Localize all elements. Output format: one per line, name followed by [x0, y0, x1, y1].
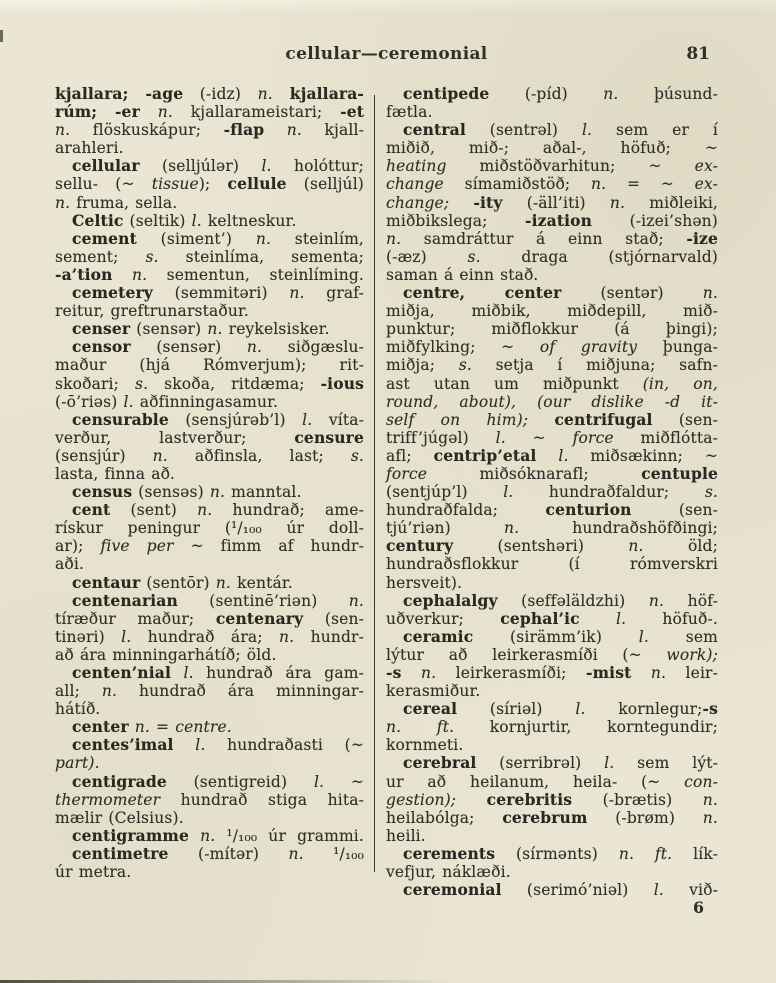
text-line: lýtur að leirkerasmíði (~ work);	[386, 645, 718, 664]
text-line: centimetre (-mítər) n. ¹/₁₀₀	[72, 843, 365, 863]
text-line: heilabólga; cerebrum (-brøm) n.	[386, 807, 718, 827]
text-line: ur að heilanum, heila- (~ con-	[386, 772, 718, 791]
text-line: central (sentrəl) l. sem er í	[403, 120, 718, 140]
text-line: ceramic (sirämm’ik) l. sem	[403, 626, 718, 646]
text-line: n. samdráttur á einn stað; -ize	[386, 228, 718, 248]
text-line: sellu- (~ tissue); cellule (selljúl)	[55, 174, 364, 194]
text-line: heating miðstöðvarhitun; ~ ex-	[386, 157, 718, 176]
text-line: verður, lastverður; censure	[55, 427, 364, 447]
column-left	[55, 85, 364, 917]
text-line: miðja; s. setja í miðjuna; safn-	[386, 356, 718, 375]
text-line: mælir (Celsius).	[55, 808, 184, 827]
text-line: centaur (sentōr) n. kentár.	[72, 572, 293, 592]
text-line: triff’júgəl) l. ~ force miðflótta-	[386, 428, 719, 447]
text-line: change símamiðstöð; n. = ~ ex-	[386, 175, 718, 194]
text-line: að ára minningarhátíð; öld.	[55, 645, 277, 664]
text-line: aði.	[55, 555, 85, 574]
scan-edge-mark	[0, 30, 3, 42]
text-block	[55, 85, 718, 917]
text-line: censor (sensər) n. siðgæslu-	[72, 337, 364, 357]
text-line: miðbikslega; -ization (-izei’shən)	[386, 210, 718, 230]
text-line: gestion); cerebritis (-brætis) n.	[386, 789, 718, 809]
text-line: vefjur, náklæði.	[386, 863, 511, 882]
text-line: lasta, finna að.	[55, 464, 175, 483]
text-line: saman á einn stað.	[386, 265, 539, 284]
text-line: hátíð.	[55, 700, 101, 719]
text-line: (sensjúr) n. aðfinsla, last; s.	[55, 446, 364, 465]
text-line: -s n. leirkerasmíði; -mist n. leir-	[386, 663, 719, 682]
text-line: censer (sensər) n. reykelsisker.	[72, 319, 330, 339]
text-line: n. fruma, sella.	[55, 193, 178, 212]
text-line: tíræður maður; centenary (sen-	[55, 608, 364, 628]
text-line: center n. = centre.	[72, 717, 232, 737]
text-line: round, about), (our dislike -d it-	[386, 392, 718, 411]
text-line: cephalalgy (seffəläldzhi) n. höf-	[403, 590, 718, 610]
text-line: n. ft. kornjurtir, korntegundir;	[386, 718, 718, 737]
text-line: centenarian (sentinē’riən) n.	[72, 590, 364, 610]
text-line: fætla.	[386, 103, 433, 122]
text-line: cement (siment’) n. steinlím,	[72, 228, 364, 248]
text-line: maður (hjá Rómverjum); rit-	[55, 356, 364, 375]
text-line: hundraðsflokkur (í rómverskri	[386, 555, 718, 574]
text-line: arahleri.	[55, 139, 124, 158]
text-line: kjallara; -age (-idz) n. kjallara-	[55, 84, 365, 103]
text-line: cent (sent) n. hundrað; ame-	[72, 500, 364, 520]
text-line: rúm; -er n. kjallarameistari; -et	[55, 102, 365, 122]
page-header	[55, 44, 718, 66]
text-line: ast utan um miðpunkt (in, on,	[386, 374, 718, 393]
text-line: heili.	[386, 826, 426, 845]
text-line: force miðsóknarafl; centuple	[386, 463, 718, 483]
text-line: ar); five per ~ fimm af hundr-	[55, 537, 364, 556]
text-line: uðverkur; cephal’ic l. höfuð-.	[386, 608, 718, 628]
text-line: Celtic (seltik) l. keltneskur.	[72, 210, 297, 230]
text-line: hersveit).	[386, 573, 463, 592]
text-line: change; -ity (-äll’iti) n. miðleiki,	[386, 192, 719, 212]
signature-mark: 6	[693, 898, 704, 918]
running-head: cellular—ceremonial	[285, 44, 488, 64]
text-line: úr metra.	[55, 863, 132, 882]
text-line: centre, center (sentər) n.	[403, 283, 718, 303]
text-line: afl; centrip’etal l. miðsækinn; ~	[386, 445, 719, 465]
text-line: part).	[55, 754, 100, 773]
text-line: skoðari; s. skoða, ritdæma; -ious	[55, 373, 364, 393]
text-line: cemetery (semmitəri) n. graf-	[72, 283, 364, 303]
text-line: cellular (selljúlər) l. holóttur;	[72, 156, 364, 176]
text-line: centen’nial l. hundrað ára gam-	[72, 663, 364, 682]
text-line: census (sensəs) n. manntal.	[72, 482, 302, 502]
column-divider	[374, 95, 375, 872]
text-line: miðja, miðbik, miðdepill, mið-	[386, 302, 718, 321]
text-line: tinəri) l. hundrað ára; n. hundr-	[55, 627, 364, 646]
text-line: cerebral (serribrəl) l. sem lýt-	[403, 753, 718, 773]
text-line: cereal (síriəl) l. kornlegur;-s	[403, 699, 718, 719]
text-line: cerements (sírmənts) n. ft. lík-	[403, 843, 718, 863]
text-line: hundraðfalda; centurion (sen-	[386, 500, 718, 520]
text-line: thermometer hundrað stiga hita-	[55, 790, 364, 809]
text-line: sement; s. steinlíma, sementa;	[55, 247, 365, 266]
column-right	[386, 85, 718, 917]
text-line: miðið, mið-; aðal-, höfuð; ~	[386, 139, 718, 158]
text-line: kornmeti.	[386, 736, 464, 755]
text-line: miðfylking; ~ of gravity þunga-	[386, 338, 718, 357]
text-line: tjú’riən) n. hundraðshöfðingi;	[386, 519, 718, 538]
page-number: 81	[686, 44, 710, 64]
text-line: centes’imal l. hundraðasti (~	[72, 735, 365, 755]
text-line: (-æz) s. draga (stjórnarvald)	[386, 247, 718, 266]
text-line: n. flöskuskápur; -flap n. kjall-	[55, 120, 364, 140]
text-line: centipede (-píd) n. þúsund-	[403, 84, 718, 103]
text-line: rískur peningur (¹/₁₀₀ úr doll-	[55, 519, 364, 538]
text-line: centigramme n. ¹/₁₀₀ úr grammi.	[72, 825, 364, 845]
text-line: punktur; miðflokkur (á þingi);	[386, 320, 718, 339]
text-line: self on him); centrifugal (sen-	[386, 409, 718, 429]
text-line: kerasmiður.	[386, 682, 481, 701]
text-line: all; n. hundrað ára minningar-	[55, 682, 364, 701]
text-line: (sentjúp’l) l. hundraðfaldur; s.	[386, 483, 718, 502]
text-line: ceremonial (serimó’niəl) l. við-	[403, 880, 718, 900]
text-line: censurable (sensjúrəb’l) l. víta-	[72, 409, 364, 429]
text-line: century (sentshəri) n. öld;	[386, 536, 718, 556]
text-line: (-ō’riəs) l. aðfinningasamur.	[55, 392, 279, 411]
text-line: centigrade (sentigreid) l. ~	[72, 771, 365, 791]
text-line: -a’tion n. sementun, steinlíming.	[55, 264, 364, 284]
text-line: reitur, greftrunarstaður.	[55, 302, 249, 321]
